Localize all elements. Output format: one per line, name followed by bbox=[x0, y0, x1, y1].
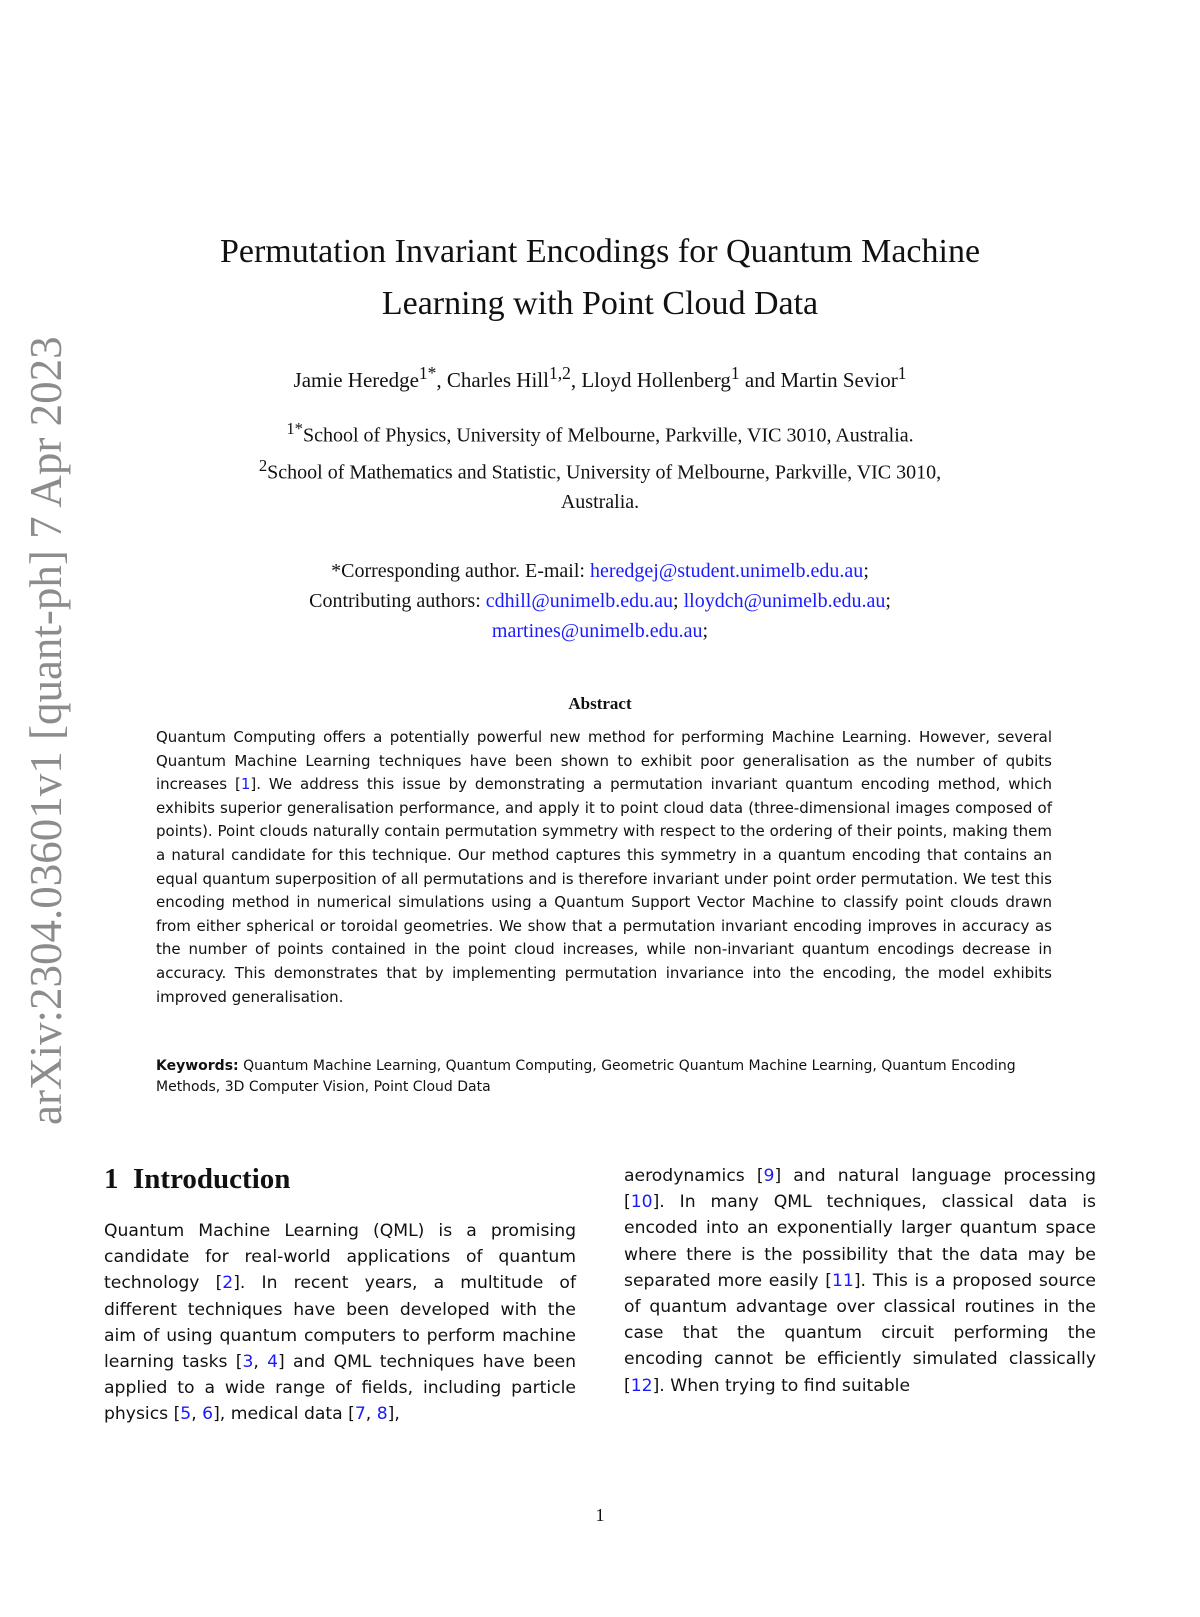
body-text: ]. In recent years, a multitude of different techniques have been developed with the aim of using quantum computers to perform machine learning tasks [ bbox=[104, 1273, 576, 1373]
abstract-heading: Abstract bbox=[568, 694, 632, 713]
section-title: Introduction bbox=[133, 1163, 291, 1195]
body-text: ]. This is a proposed source of quantum advantage over classical routines in the case that the quantum circuit performing the encoding cannot be efficiently simulated classically [ bbox=[624, 1270, 1096, 1396]
introduction-left-column bbox=[104, 1218, 576, 1428]
citation-link[interactable]: 1 bbox=[240, 775, 251, 794]
page-number: 1 bbox=[595, 1505, 605, 1525]
affiliation-mark: 2 bbox=[258, 455, 268, 475]
author-affiliation-mark: 1 bbox=[730, 363, 740, 383]
affiliation-2 bbox=[150, 451, 1050, 488]
body-text: ] and QML techniques have been applied to a wide range of fields, including particle physics [ bbox=[104, 1352, 577, 1425]
citation-link[interactable]: 9 bbox=[763, 1166, 775, 1186]
citation-link[interactable]: 11 bbox=[831, 1270, 854, 1291]
title-line-2: Learning with Point Cloud Data bbox=[381, 285, 819, 322]
author-affiliation-mark: 1 bbox=[897, 363, 907, 383]
section-heading-introduction bbox=[104, 1163, 290, 1196]
citation-link[interactable]: 5 bbox=[180, 1404, 192, 1425]
citation-link[interactable]: 7 bbox=[354, 1404, 366, 1425]
citation-link[interactable]: 12 bbox=[630, 1375, 653, 1396]
body-text: ]. When trying to find suitable bbox=[652, 1375, 911, 1396]
contributor-email-link[interactable]: lloydch@unimelb.edu.au bbox=[683, 590, 886, 612]
introduction-right-column bbox=[624, 1163, 1096, 1399]
citation-link[interactable]: 3 bbox=[242, 1352, 254, 1373]
body-text: Quantum Machine Learning (QML) is a promising candidate for real-world applications of quantum technology [ bbox=[104, 1221, 576, 1294]
author-name: Charles Hill bbox=[446, 368, 549, 392]
body-text: ], medical data [ bbox=[213, 1404, 355, 1425]
affiliation-2-continued: Australia. bbox=[560, 491, 640, 514]
citation-link[interactable]: 10 bbox=[630, 1192, 653, 1213]
contributing-authors-label: Contributing authors: bbox=[309, 590, 481, 612]
keywords bbox=[156, 1056, 1052, 1098]
arxiv-identifier-stamp: arXiv:2304.03601v1 [quant-ph] 7 Apr 2023 bbox=[21, 336, 71, 1125]
contributor-email-link[interactable]: cdhill@unimelb.edu.au bbox=[485, 590, 674, 612]
citation-link[interactable]: 8 bbox=[376, 1404, 388, 1425]
affiliation-1 bbox=[150, 414, 1050, 451]
contributing-authors-line-2: martines@unimelb.edu.au; bbox=[491, 620, 709, 642]
affiliation-text: School of Mathematics and Statistic, University of Melbourne, Parkville, VIC 3010, bbox=[267, 461, 942, 484]
contributor-email-link[interactable]: martines@unimelb.edu.au bbox=[491, 620, 703, 642]
paper-title bbox=[150, 226, 1050, 330]
corresponding-author-label: *Corresponding author. E-mail: bbox=[331, 560, 585, 582]
contact-info bbox=[150, 556, 1050, 646]
affiliation-mark: 1* bbox=[286, 419, 303, 438]
author-name: Jamie Heredge bbox=[293, 368, 419, 392]
author-conjunction: and bbox=[744, 368, 776, 392]
abstract-text: Quantum Computing offers a potentially powerful new method for performing Machine Learning. However, several Quantum Machine Learning techniques have been shown to exhibit poor generalisation as the number of qubits increases [ bbox=[156, 728, 1052, 794]
author-name: Lloyd Hollenberg bbox=[581, 368, 731, 392]
corresponding-author-line: *Corresponding author. E-mail: heredgej@student.unimelb.edu.au; bbox=[331, 560, 869, 582]
corresponding-email-link[interactable]: heredgej@student.unimelb.edu.au bbox=[589, 560, 864, 582]
contributing-authors-line: Contributing authors: cdhill@unimelb.edu.au; lloydch@unimelb.edu.au; bbox=[309, 590, 891, 612]
author-list: Jamie Heredge$^{1*}$, Charles Hill$^{1,2}$, Lloyd Hollenberg$^1$ and Martin Sevior$^1$ bbox=[293, 363, 907, 392]
title-line-1: Permutation Invariant Encodings for Quantum Machine bbox=[219, 233, 981, 270]
body-text: ], bbox=[387, 1404, 400, 1425]
body-text: , bbox=[191, 1404, 203, 1425]
citation-link[interactable]: 6 bbox=[202, 1404, 214, 1425]
abstract-body bbox=[156, 726, 1052, 1009]
keywords-text: Quantum Machine Learning, Quantum Computing, Geometric Quantum Machine Learning, Quantum Encoding Methods, 3D Computer Vision, Point Cloud Data bbox=[156, 1058, 1016, 1095]
body-text: , bbox=[253, 1352, 268, 1373]
citation-link[interactable]: 4 bbox=[267, 1352, 279, 1373]
abstract-text: ]. We address this issue by demonstrating a permutation invariant quantum encoding method, which exhibits superior generalisation performance, and apply it to point cloud data (three-dimensional images composed of points). Point clouds naturally contain permutation symmetry with respect to the ordering of their points, making them a natural candidate for this technique. Our method captures this symmetry in a quantum encoding that contains an equal quantum superposition of all permutations and is therefore invariant under point order permutation. We test this encoding method in numerical simulations using a Quantum Support Vector Machine to classify point clouds drawn from either spherical or toroidal geometries. We show that a permutation invariant encoding improves in accuracy as the number of points contained in the point cloud increases, while non-invariant quantum encodings decrease in accuracy. This demonstrates that by implementing permutation invariance into the encoding, the model exhibits improved generalisation. bbox=[156, 775, 1052, 1006]
body-text: ] and natural language processing [ bbox=[624, 1166, 1096, 1213]
body-text: aerodynamics [ bbox=[624, 1166, 764, 1186]
body-text: , bbox=[365, 1404, 377, 1425]
affiliation-text: School of Physics, University of Melbourne, Parkville, VIC 3010, Australia. bbox=[302, 424, 914, 447]
keywords-label: Keywords: bbox=[156, 1058, 239, 1074]
author-affiliation-mark: 1* bbox=[418, 363, 437, 383]
author-affiliation-mark: 1,2 bbox=[548, 363, 571, 383]
author-name: Martin Sevior bbox=[780, 368, 898, 392]
body-text: ]. In many QML techniques, classical data is encoded into an exponentially larger quantum space where there is the possibility that the data may be separated more easily [ bbox=[624, 1192, 1096, 1291]
section-number: 1 bbox=[104, 1163, 119, 1195]
affiliations bbox=[150, 414, 1050, 517]
citation-link[interactable]: 2 bbox=[222, 1273, 234, 1294]
